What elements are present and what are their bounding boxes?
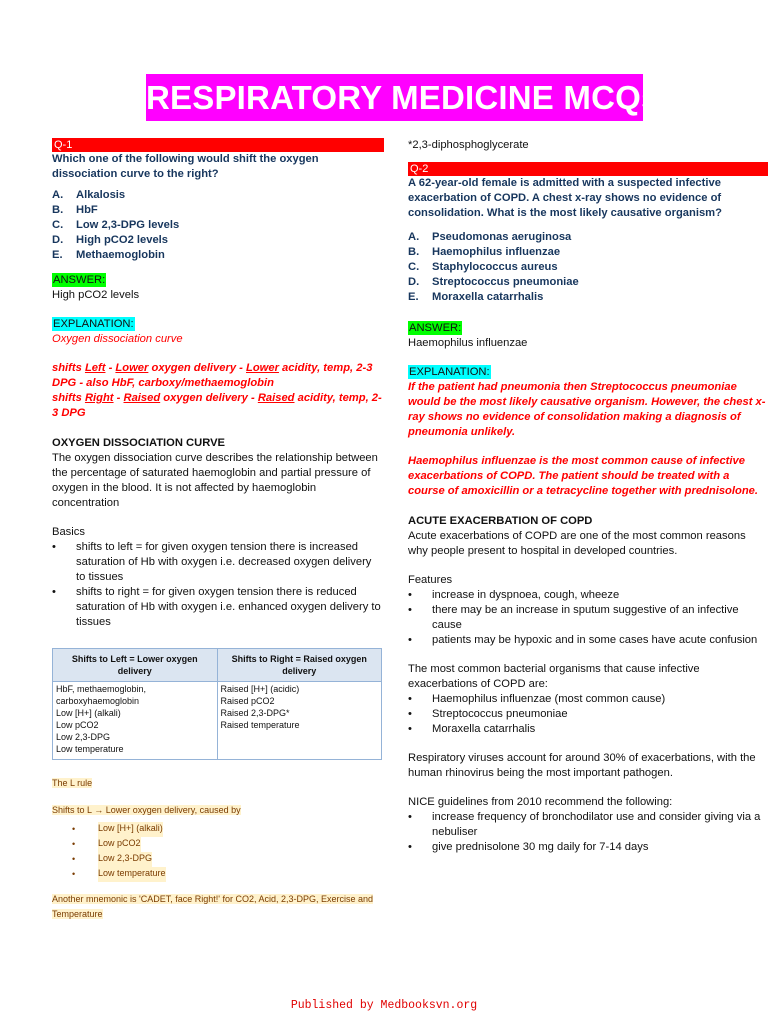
viruses-text: Respiratory viruses account for around 30% of exacerbations, with the human rhinovirus being the most important pathogen.: [408, 752, 756, 779]
question-1-options: [52, 188, 382, 263]
answer-text: High pCO2 levels: [52, 289, 140, 301]
left-shift-mnemonic: shifts Left - Lower oxygen delivery - Lower acidity, temp, 2-3 DPG - also HbF, carboxy/methaemoglobin: [52, 362, 373, 389]
organisms-intro: The most common bacterial organisms that cause infective exacerbations of COPD are:: [408, 663, 700, 690]
explanation-label: EXPLANATION:: [53, 318, 134, 330]
features-label: Features: [408, 574, 453, 586]
basics-list: [52, 540, 382, 630]
list-item: • shifts to left = for given oxygen tension there is increased saturation of Hb with oxygen i.e. decreased oxygen delivery to tissues: [52, 541, 372, 583]
l-rule-label: The L rule: [52, 778, 93, 788]
explanation-paragraph-1: If the patient had pneumonia then Streptococcus pneumoniae would be the most likely causative organism. However, the chest x-ray shows no evidence of consolidation making a diagnosis of pneumonia unlikely.: [408, 381, 766, 438]
right-shift-mnemonic: shifts Right - Raised oxygen delivery - Raised acidity, temp, 2-3 DPG: [52, 392, 382, 419]
answer-label: ANSWER:: [53, 274, 106, 286]
section-heading: OXYGEN DISSOCIATION CURVE: [52, 437, 226, 449]
list-item: • increase frequency of bronchodilator use and consider giving via a nebuliser: [408, 811, 761, 838]
dpg-footnote: *2,3-diphosphoglycerate: [408, 139, 529, 151]
l-rule-list: [72, 822, 382, 882]
list-item: • Low 2,3-DPG: [72, 852, 382, 867]
list-item: • Low temperature: [72, 867, 382, 882]
option-b: B. HbF: [52, 204, 98, 216]
question-1-text: Which one of the following would shift the oxygen dissociation curve to the right?: [52, 153, 319, 180]
table-cell-left: HbF, methaemoglobin, carboxyhaemoglobin Low [H+] (alkali) Low pCO2 Low 2,3-DPG Low temperature: [53, 682, 218, 760]
list-item: • Low [H+] (alkali): [72, 822, 382, 837]
option-b: B. Haemophilus influenzae: [408, 246, 561, 258]
explanation-title: Oxygen dissociation curve: [52, 333, 183, 345]
features-list: [408, 588, 768, 648]
section-body: Acute exacerbations of COPD are one of the most common reasons why people present to hospital in developed countries.: [408, 530, 746, 557]
right-column: [408, 138, 768, 855]
publisher-footer: Published by Medbooksvn.org: [290, 999, 478, 1012]
option-a: A. Alkalosis: [52, 189, 126, 201]
question-1-label: Q-1: [52, 138, 384, 152]
section-heading: ACUTE EXACERBATION OF COPD: [408, 515, 593, 527]
list-item: • increase in dyspnoea, cough, wheeze: [408, 589, 620, 601]
list-item: • shifts to right = for given oxygen tension there is reduced saturation of Hb with oxygen i.e. enhanced oxygen delivery to tissues: [52, 586, 381, 628]
list-item: • patients may be hypoxic and in some cases have acute confusion: [408, 634, 758, 646]
answer-label: ANSWER:: [409, 322, 462, 334]
table-header-right: Shifts to Right = Raised oxygen delivery: [217, 649, 382, 682]
option-a: A. Pseudomonas aeruginosa: [408, 231, 572, 243]
section-body: The oxygen dissociation curve describes the relationship between the percentage of saturated haemoglobin and partial pressure of oxygen in the blood. It is not affected by haemoglobin concentration: [52, 452, 378, 509]
oxygen-shift-table: [52, 648, 382, 760]
explanation-paragraph-2: Haemophilus influenzae is the most common cause of infective exacerbations of COPD. The patient should be treated with a course of amoxicillin or a tetracycline together with prednisolone.: [408, 455, 758, 497]
list-item: • Low pCO2: [72, 837, 382, 852]
option-e: E. Methaemoglobin: [52, 249, 165, 261]
nice-list: [408, 810, 768, 855]
question-2-text: A 62-year-old female is admitted with a suspected infective exacerbation of COPD. A chest x-ray shows no evidence of consolidation. What is the most likely causative organism?: [408, 177, 722, 219]
cadet-mnemonic: Another mnemonic is 'CADET, face Right!' for CO2, Acid, 2,3-DPG, Exercise and Temperature: [52, 894, 374, 919]
organisms-list: [408, 692, 768, 737]
list-item: • Streptococcus pneumoniae: [408, 708, 568, 720]
option-e: E. Moraxella catarrhalis: [408, 291, 544, 303]
page-title: RESPIRATORY MEDICINE MCQs: [146, 74, 643, 121]
basics-label: Basics: [52, 526, 85, 538]
option-d: D. Streptococcus pneumoniae: [408, 276, 579, 288]
left-column: [52, 138, 382, 922]
question-2-options: [408, 230, 768, 305]
list-item: • give prednisolone 30 mg daily for 7-14 days: [408, 841, 649, 853]
list-item: • Moraxella catarrhalis: [408, 723, 536, 735]
nice-intro: NICE guidelines from 2010 recommend the following:: [408, 796, 673, 808]
table-cell-right: Raised [H+] (acidic) Raised pCO2 Raised 2,3-DPG* Raised temperature: [217, 682, 382, 760]
option-d: D. High pCO2 levels: [52, 234, 169, 246]
list-item: • there may be an increase in sputum suggestive of an infective cause: [408, 604, 739, 631]
question-2-label: Q-2: [408, 162, 768, 176]
option-c: C. Staphylococcus aureus: [408, 261, 558, 273]
explanation-label: EXPLANATION:: [409, 366, 490, 378]
l-rule-shift: Shifts to L → Lower oxygen delivery, caused by: [52, 805, 241, 815]
answer-text: Haemophilus influenzae: [408, 337, 528, 349]
list-item: • Haemophilus influenzae (most common cause): [408, 693, 666, 705]
option-c: C. Low 2,3-DPG levels: [52, 219, 180, 231]
table-header-left: Shifts to Left = Lower oxygen delivery: [53, 649, 218, 682]
